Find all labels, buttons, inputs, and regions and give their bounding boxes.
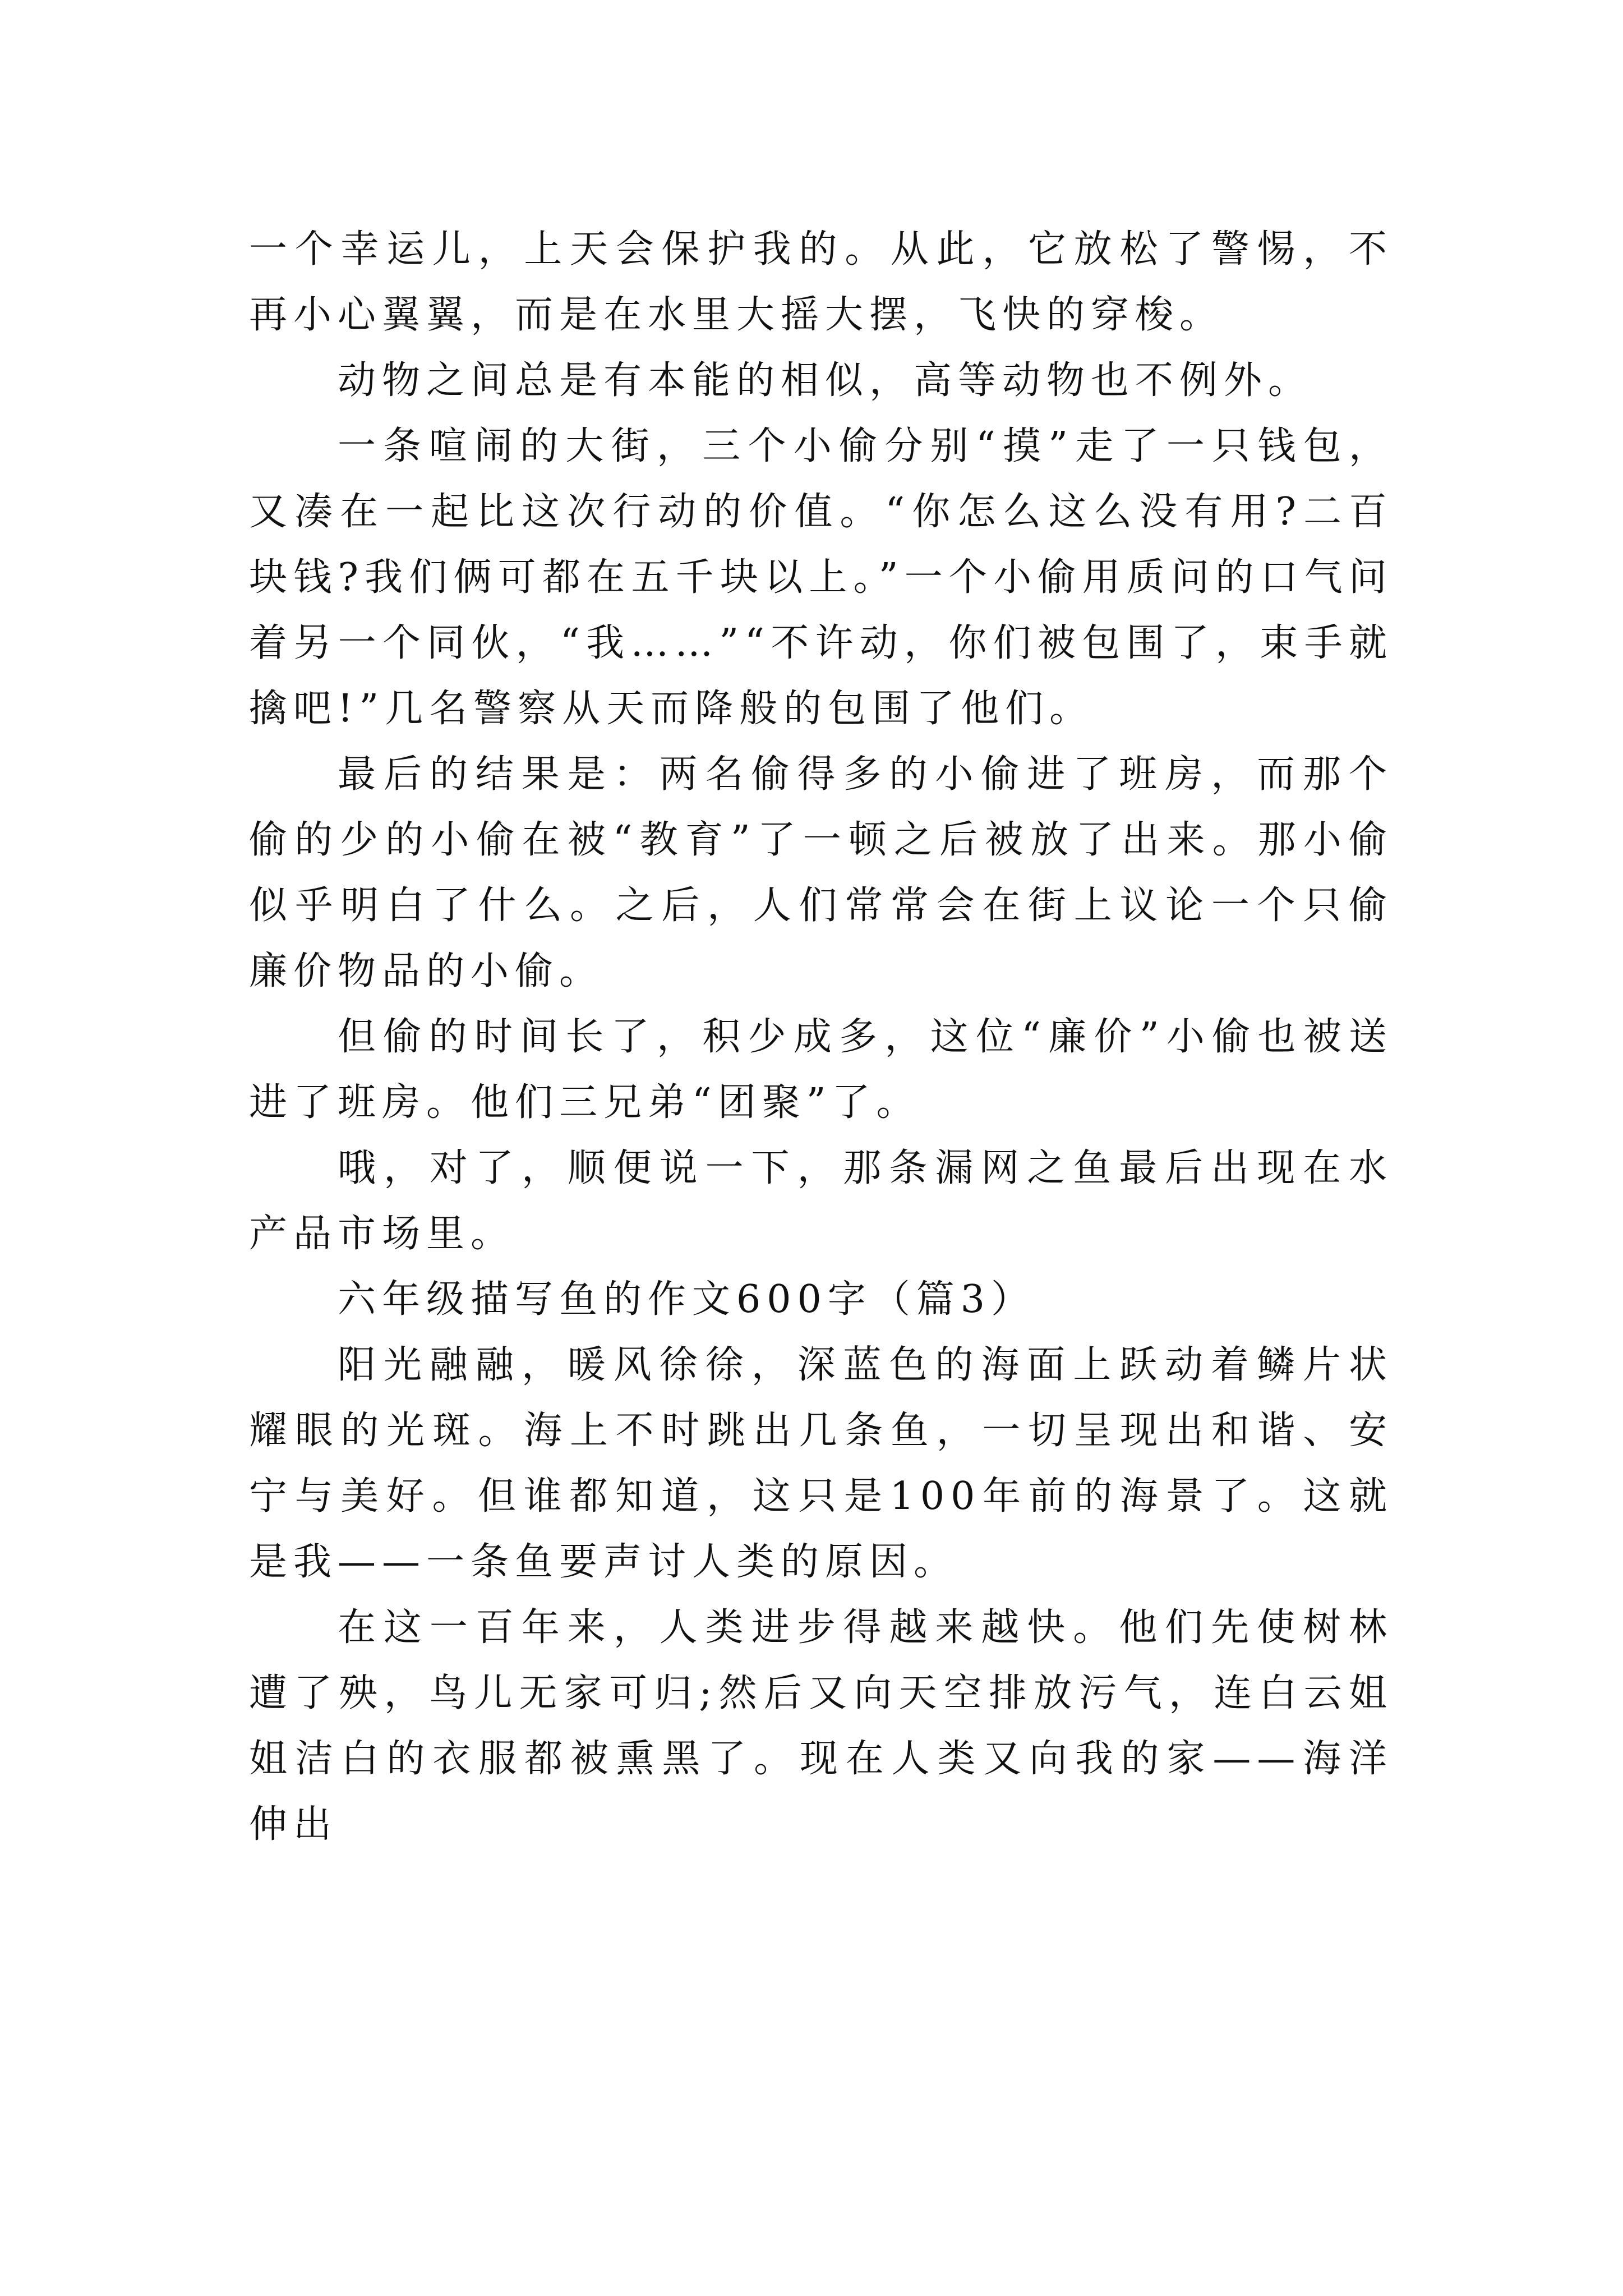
paragraph-5: 但偷的时间长了，积少成多，这位“廉价”小偷也被送进了班房。他们三兄弟“团聚”了。 (249, 1015, 1393, 1125)
section-heading: 六年级描写鱼的作文600字（篇3） (338, 1277, 1036, 1322)
paragraph-1: 一个幸运儿，上天会保护我的。从此，它放松了警惕，不再小心翼翼，而是在水里大摇大摆，飞快的穿梭。 (249, 227, 1393, 337)
document-body (249, 217, 1393, 1857)
paragraph-8: 在这一百年来，人类进步得越来越快。他们先使树林遭了殃，鸟儿无家可归;然后又向天空排放污气，连白云姐姐洁白的衣服都被熏黑了。现在人类又向我的家——海洋伸出 (249, 1605, 1393, 1847)
paragraph-4: 最后的结果是：两名偷得多的小偷进了班房，而那个偷的少的小偷在被“教育”了一顿之后被放了出来。那小偷似乎明白了什么。之后，人们常常会在街上议论一个只偷廉价物品的小偷。 (249, 752, 1393, 993)
paragraph-7: 阳光融融，暖风徐徐，深蓝色的海面上跃动着鳞片状耀眼的光斑。海上不时跳出几条鱼，一切呈现出和谐、安宁与美好。但谁都知道，这只是100年前的海景了。这就是我——一条鱼要声讨人类的原因。 (249, 1343, 1393, 1584)
paragraph-3: 一条喧闹的大街，三个小偷分别“摸”走了一只钱包，又凑在一起比这次行动的价值。“你怎么这么没有用?二百块钱?我们俩可都在五千块以上。”一个小偷用质问的口气问着另一个同伙，“我……”“不许动，你们被包围了，束手就擒吧!”几名警察从天而降般的包围了他们。 (249, 424, 1393, 731)
paragraph-2: 动物之间总是有本能的相似，高等动物也不例外。 (338, 358, 1313, 403)
paragraph-6: 哦，对了，顺便说一下，那条漏网之鱼最后出现在水产品市场里。 (249, 1146, 1393, 1256)
